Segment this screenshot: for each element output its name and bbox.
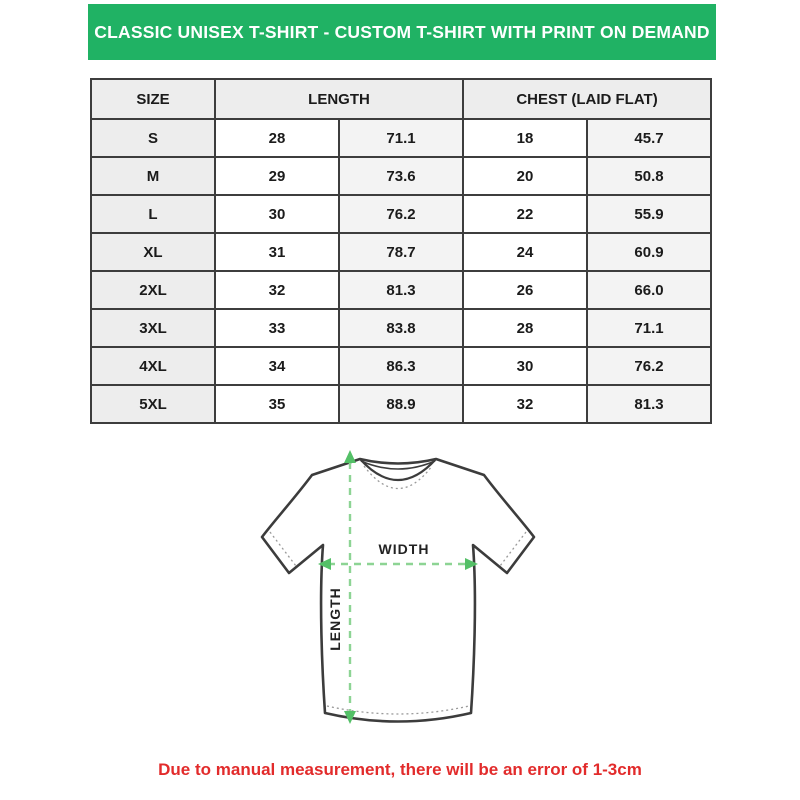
length-arrow-up-icon <box>344 450 356 463</box>
chest-in-cell: 32 <box>463 385 587 423</box>
length-label: LENGTH <box>327 587 343 651</box>
length-cm-cell: 71.1 <box>339 119 463 157</box>
chest-in-cell: 28 <box>463 309 587 347</box>
chest-cm-cell: 71.1 <box>587 309 711 347</box>
chest-cm-cell: 76.2 <box>587 347 711 385</box>
chest-column-header: CHEST (LAID FLAT) <box>463 79 711 119</box>
length-cm-cell: 88.9 <box>339 385 463 423</box>
chest-cm-cell: 60.9 <box>587 233 711 271</box>
chest-in-cell: 26 <box>463 271 587 309</box>
title-banner <box>88 4 716 60</box>
tshirt-drawing <box>248 436 552 752</box>
chest-in-cell: 30 <box>463 347 587 385</box>
chest-cm-cell: 66.0 <box>587 271 711 309</box>
length-in-cell: 32 <box>215 271 339 309</box>
length-in-cell: 35 <box>215 385 339 423</box>
width-label: WIDTH <box>378 541 430 557</box>
size-cell: 5XL <box>91 385 215 423</box>
length-in-cell: 34 <box>215 347 339 385</box>
length-cm-cell: 86.3 <box>339 347 463 385</box>
size-cell: 3XL <box>91 309 215 347</box>
chest-in-cell: 18 <box>463 119 587 157</box>
table-row <box>91 347 711 385</box>
chest-cm-cell: 81.3 <box>587 385 711 423</box>
table-row <box>91 157 711 195</box>
size-cell: L <box>91 195 215 233</box>
table-row <box>91 233 711 271</box>
header-row <box>91 79 711 119</box>
table-row <box>91 309 711 347</box>
size-cell: XL <box>91 233 215 271</box>
chest-in-cell: 20 <box>463 157 587 195</box>
chest-in-cell: 24 <box>463 233 587 271</box>
size-column-header: SIZE <box>91 79 215 119</box>
table-row <box>91 271 711 309</box>
length-in-cell: 29 <box>215 157 339 195</box>
tshirt-measurement-diagram <box>248 436 552 752</box>
length-cm-cell: 83.8 <box>339 309 463 347</box>
size-chart-table <box>90 78 712 424</box>
chest-cm-cell: 45.7 <box>587 119 711 157</box>
chest-cm-cell: 50.8 <box>587 157 711 195</box>
size-cell: S <box>91 119 215 157</box>
table-row <box>91 195 711 233</box>
length-in-cell: 31 <box>215 233 339 271</box>
length-in-cell: 28 <box>215 119 339 157</box>
tshirt-outline <box>262 459 534 722</box>
length-in-cell: 30 <box>215 195 339 233</box>
table-row <box>91 385 711 423</box>
size-cell: M <box>91 157 215 195</box>
chest-in-cell: 22 <box>463 195 587 233</box>
length-cm-cell: 81.3 <box>339 271 463 309</box>
length-cm-cell: 76.2 <box>339 195 463 233</box>
length-cm-cell: 73.6 <box>339 157 463 195</box>
length-column-header: LENGTH <box>215 79 463 119</box>
table-row <box>91 119 711 157</box>
length-in-cell: 33 <box>215 309 339 347</box>
size-cell: 2XL <box>91 271 215 309</box>
page-title: CLASSIC UNISEX T-SHIRT - CUSTOM T-SHIRT WITH PRINT ON DEMAND <box>94 21 710 42</box>
measurement-disclaimer: Due to manual measurement, there will be an error of 1-3cm <box>158 760 642 779</box>
size-cell: 4XL <box>91 347 215 385</box>
length-cm-cell: 78.7 <box>339 233 463 271</box>
chest-cm-cell: 55.9 <box>587 195 711 233</box>
